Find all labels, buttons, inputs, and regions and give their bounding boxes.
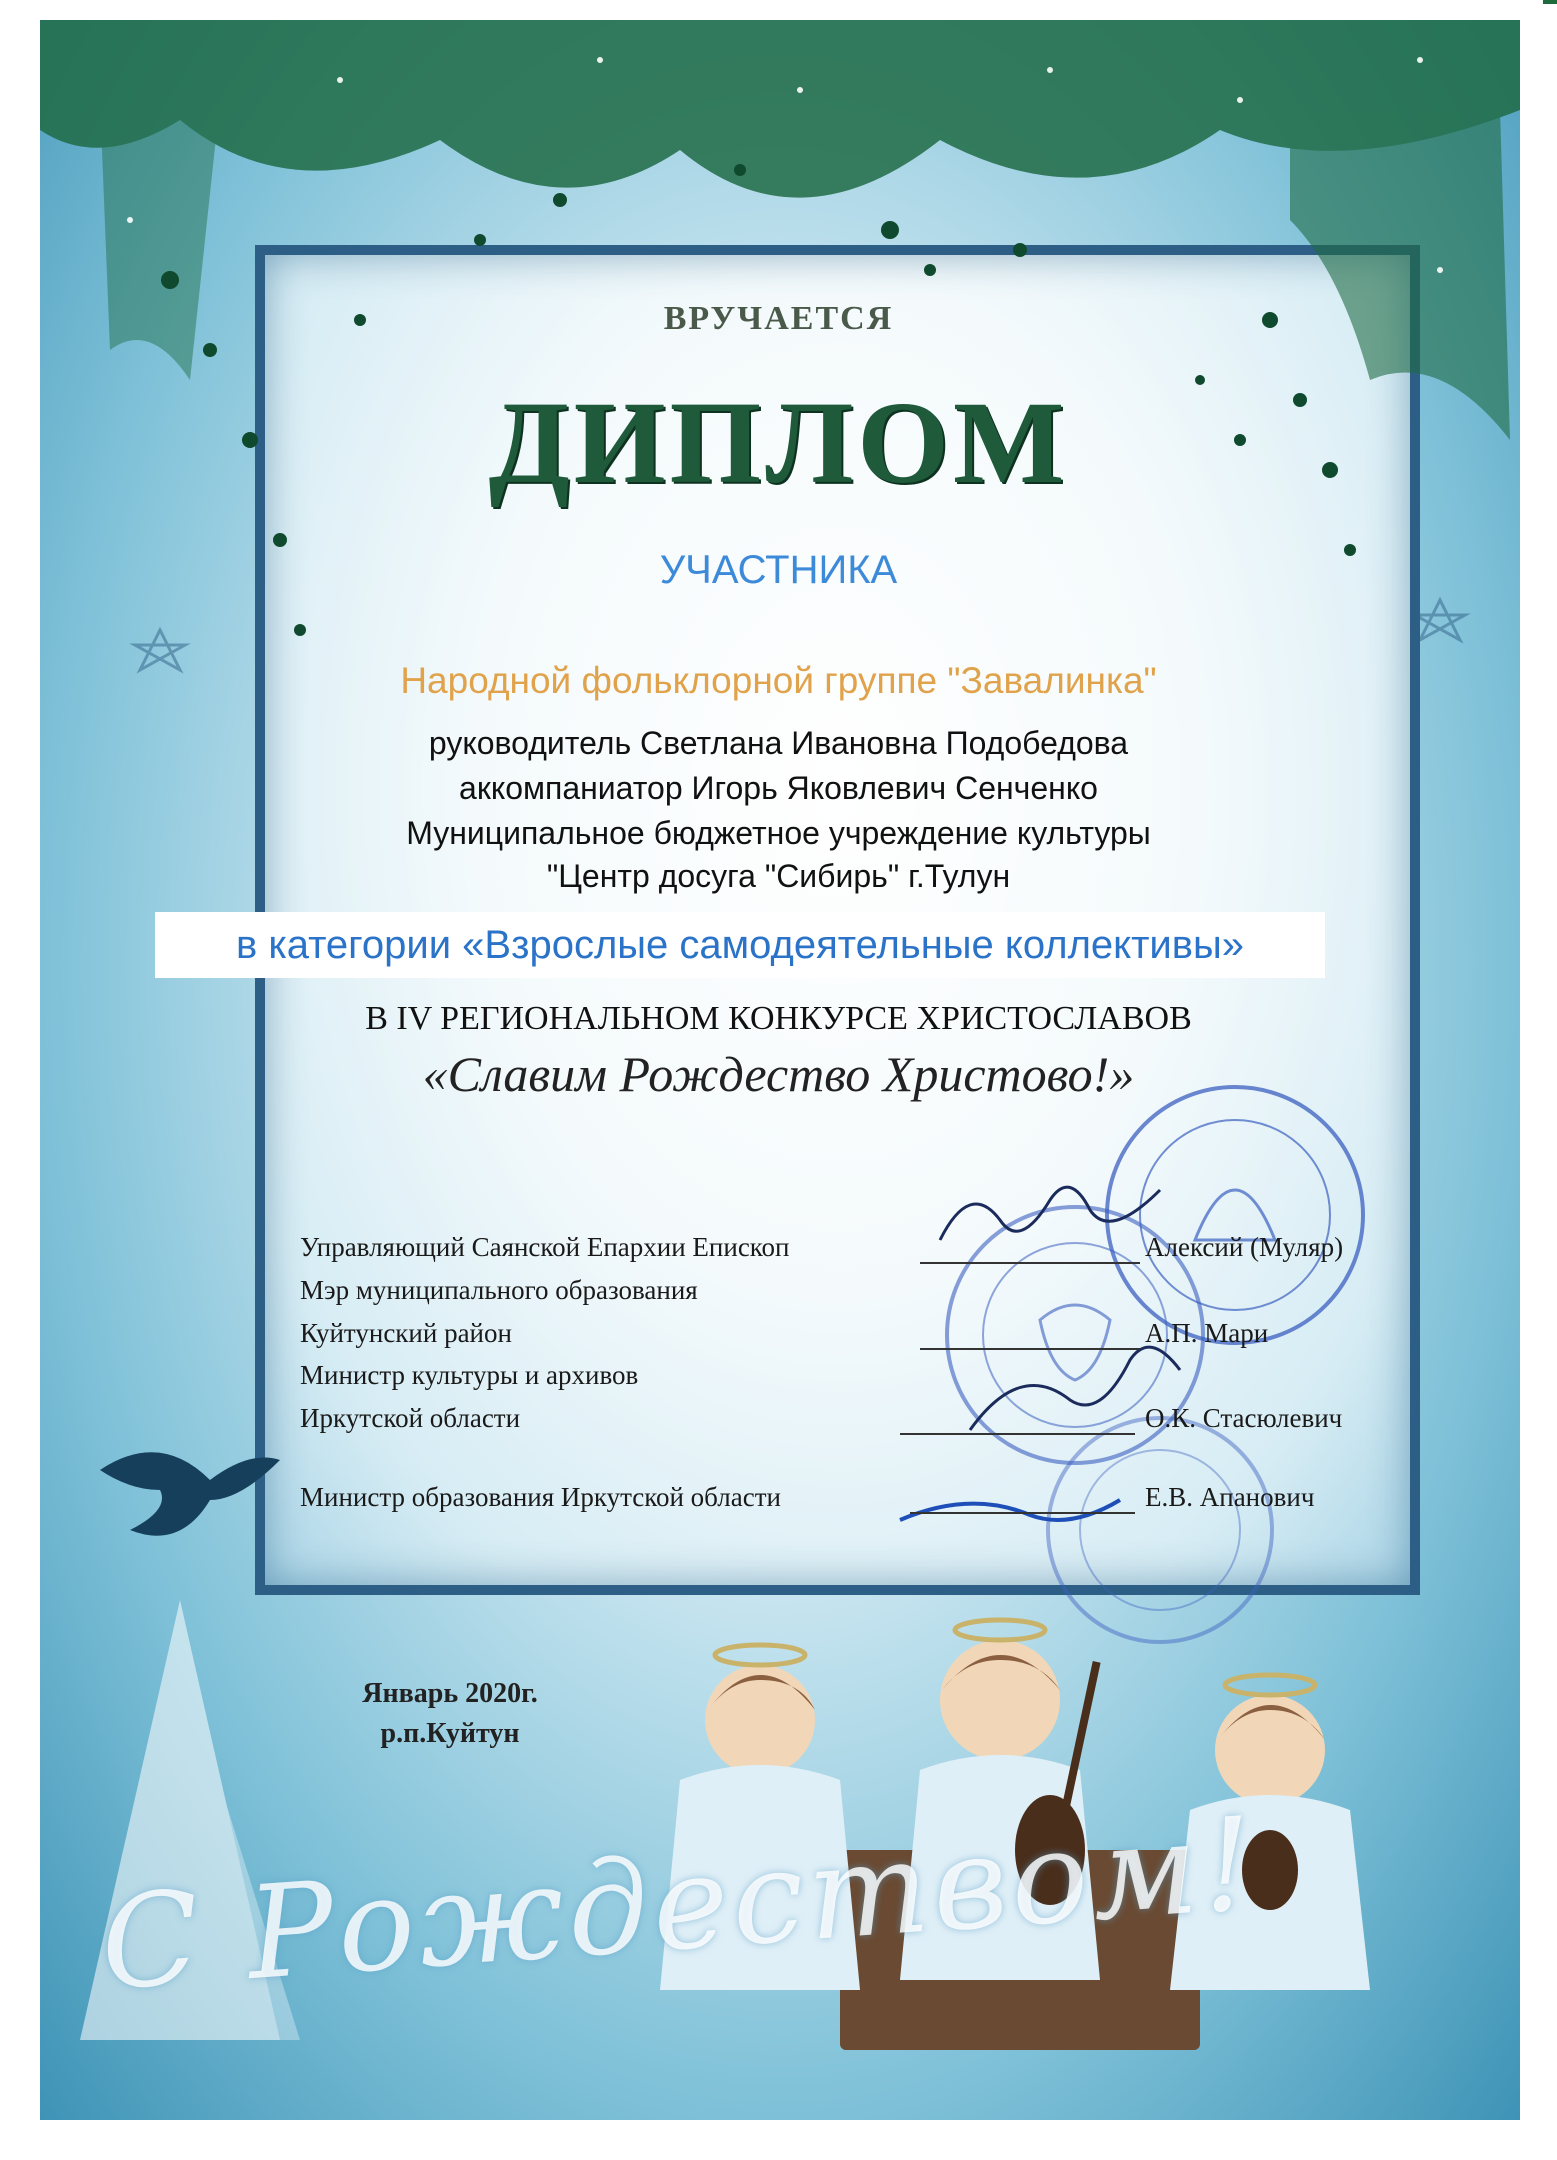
mayor-name: А.П. Мари: [1145, 1318, 1269, 1348]
category-banner: в категории «Взрослые самодеятельные коллективы»: [155, 912, 1325, 978]
participant-subtitle: УЧАСТНИКА: [659, 548, 898, 592]
bishop-signature-line: [920, 1262, 1140, 1264]
mayor-signature-line: [920, 1348, 1140, 1350]
education-minister-title: Министр образования Иркутской области: [300, 1482, 781, 1512]
issue-date: Январь 2020г.: [362, 1678, 538, 1709]
education-minister-name: Е.В. Апанович: [1145, 1482, 1315, 1512]
recipient-leader: руководитель Светлана Ивановна Подобедова: [428, 725, 1129, 761]
issue-place: р.п.Куйтун: [380, 1718, 520, 1749]
mayor-title-line1: Мэр муниципального образования: [300, 1275, 698, 1305]
signature-education: [890, 1480, 1130, 1550]
christmas-greeting: С Рождеством!: [96, 1789, 1263, 2020]
culture-minister-title-line2: Иркутской области: [300, 1403, 521, 1433]
pine-garland-decoration: [40, 20, 1520, 720]
education-signature-line: [910, 1512, 1135, 1514]
bishop-name: Алексий (Муляр): [1145, 1232, 1344, 1262]
recipient-group: Народной фольклорной группе "Завалинка": [400, 660, 1157, 701]
culture-minister-title-line1: Министр культуры и архивов: [300, 1360, 639, 1390]
bishop-title: Управляющий Саянской Епархии Епископ: [300, 1232, 790, 1262]
corner-mark: [1543, 0, 1557, 4]
mayor-title-line2: Куйтунский район: [300, 1318, 512, 1348]
recipient-center: "Центр досуга "Сибирь" г.Тулун: [546, 858, 1011, 894]
contest-name: В IV РЕГИОНАЛЬНОМ КОНКУРСЕ ХРИСТОСЛАВОВ: [365, 1000, 1192, 1037]
contest-slogan: «Славим Рождество Христово!»: [422, 1046, 1135, 1102]
culture-signature-line: [900, 1433, 1135, 1435]
dove-decoration: [90, 1410, 290, 1560]
diploma-title: ДИПЛОМ: [488, 377, 1069, 508]
recipient-accompanist: аккомпаниатор Игорь Яковлевич Сенченко: [459, 770, 1098, 806]
presented-label: ВРУЧАЕТСЯ: [663, 300, 894, 337]
angels-illustration: [40, 1520, 1520, 2120]
culture-minister-name: О.К. Стасюлевич: [1145, 1403, 1343, 1433]
recipient-institution: Муниципальное бюджетное учреждение культуры: [406, 815, 1151, 851]
